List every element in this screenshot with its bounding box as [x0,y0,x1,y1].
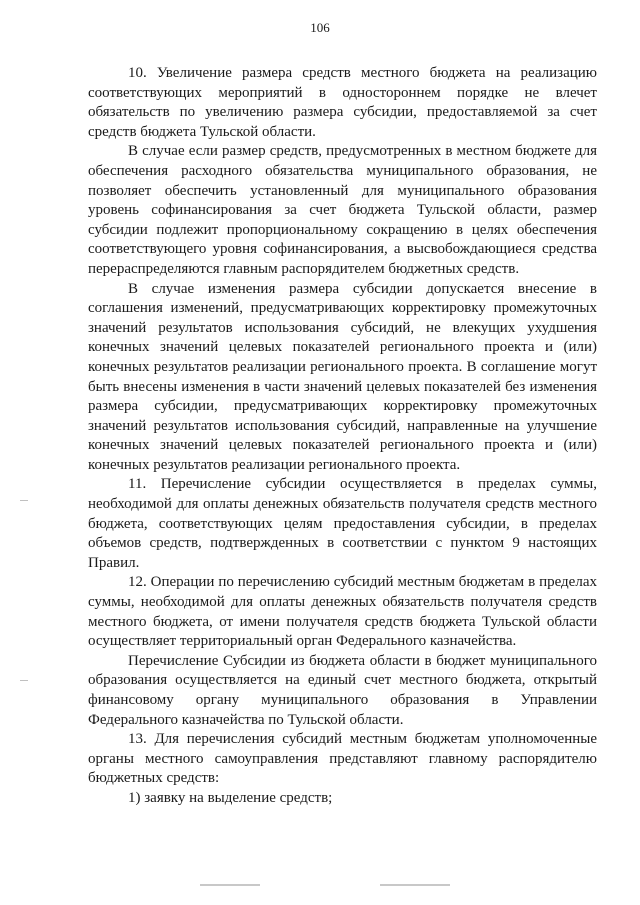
page-number: 106 [310,20,330,35]
paragraph-subsidy-changes: В случае изменения размера субсидии допускается внесение в соглашения изменений, предусматривающих корректировку промежуточных значений результатов использования субсидий, не влекущих ухудшения конечных значений целевых показателей регионального проекта и (или) конечных результатов реализации регионального проекта. В соглашение могут быть внесены изменения в части значений целевых показателей без изменения размера субсидии, предусматривающих корректировку промежуточных значений результатов использования субсидий, направленные на улучшение конечных значений целевых показателей регионального проекта и (или) конечных результатов реализации регионального проекта. [88,280,597,473]
scan-edge-mark [20,500,28,501]
paragraph-cofinancing-reduction: В случае если размер средств, предусмотренных в местном бюджете для обеспечения расходного обязательства муниципального образования, не позволяет обеспечить установленный для муниципального образования уровень софинансирования за счет бюджета Тульской области, размер субсидии подлежит пропорциональному сокращению в целях обеспечения соответствующего уровня софинансирования, а высвобождающиеся средства перераспределяются главным распорядителем бюджетных средств. [88,143,597,277]
paragraph-13-documents-submission: 13. Для перечисления субсидий местным бюджетам уполномоченные органы местного самоуправления представляют главному распорядителю бюджетных средств: [88,731,597,787]
scan-artifact-line [380,884,450,886]
paragraph-12-treasury-operations: 12. Операции по перечислению субсидий местным бюджетам в пределах суммы, необходимой для оплаты денежных обязательств получателя средств местного бюджета, от имени получателя средств бюджета Тульской области осуществляет территориальный орган Федерального казначейства. [88,574,597,650]
paragraph-11-transfer-limits: 11. Перечисление субсидии осуществляется в пределах суммы, необходимой для оплаты денежных обязательств получателя средств местного бюджета, соответствующих целям предоставления субсидии, в пределах объемов средств, подтвержденных в соответствии с пунктом 9 настоящих Правил. [88,476,597,571]
scan-edge-mark [20,680,28,681]
scan-artifact-line [200,884,260,886]
document-body [88,64,597,809]
list-item-funds-request: 1) заявку на выделение средств; [128,789,333,806]
paragraph-10-budget-increase: 10. Увеличение размера средств местного бюджета на реализацию соответствующих мероприятий в одностороннем порядке не влечет обязательств по увеличению размера субсидии, предоставляемой за счет средств бюджета Тульской области. [88,65,597,140]
paragraph-single-account-transfer: Перечисление Субсидии из бюджета области в бюджет муниципального образования осуществляется на единый счет местного бюджета, открытый финансовому органу муниципального образования в Управлении Федерального казначейства по Тульской области. [88,652,597,728]
